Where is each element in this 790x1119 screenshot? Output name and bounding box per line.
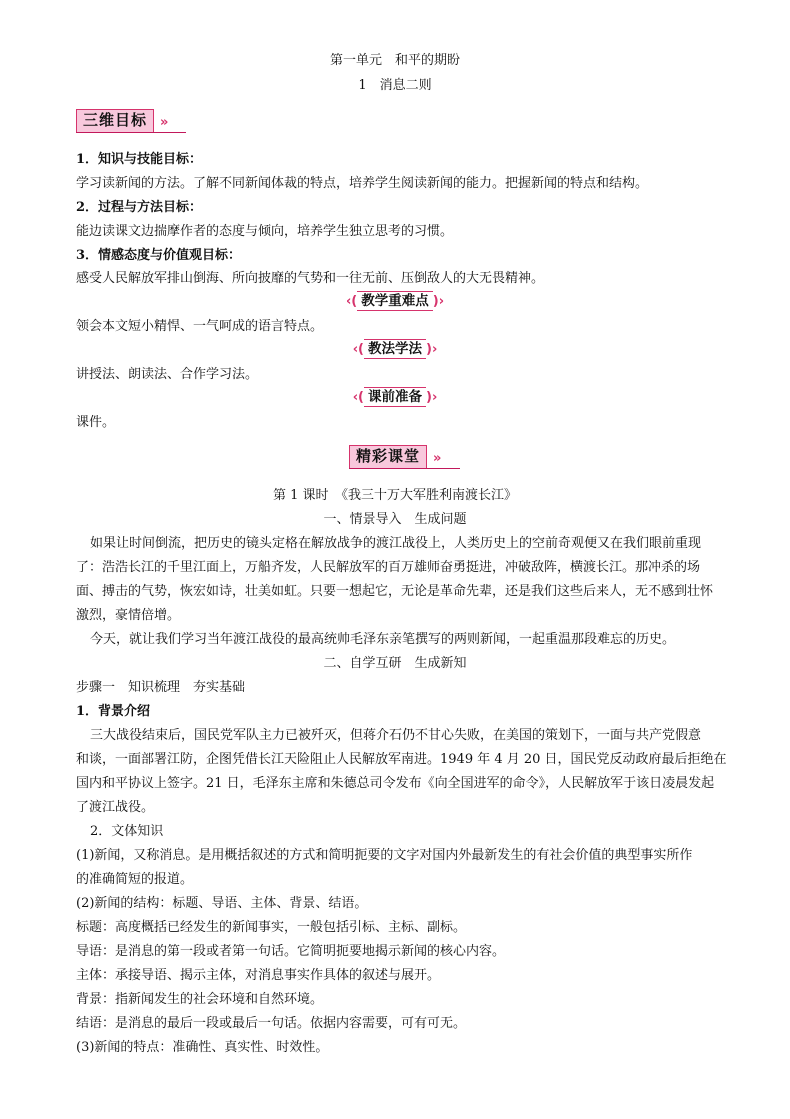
- step1-heading: 步骤一 知识梳理 夯实基础: [76, 680, 246, 695]
- swirl-right-icon: )›: [426, 341, 438, 357]
- structure-body: 主体：承接导语、揭示主体，对消息事实作具体的叙述与展开。: [76, 968, 441, 983]
- swirl-left-icon: ‹(: [345, 293, 358, 309]
- swirl-left-icon: ‹(: [352, 341, 364, 357]
- part1-heading: 一、情景导入 生成问题: [323, 512, 467, 527]
- unit-title: 第一单元 和平的期盼: [329, 53, 460, 68]
- section-header-key-points: [320, 290, 470, 312]
- preparation-text: 课件。: [76, 415, 116, 430]
- genre-p3: (3)新闻的特点：准确性、真实性、时效性。: [76, 1040, 329, 1055]
- structure-ending: 结语：是消息的最后一段或最后一句话。依据内容需要，可有可无。: [76, 1016, 467, 1031]
- objective-2-text: 能边读课文边揣摩作者的态度与倾向，培养学生独立思考的习惯。: [76, 224, 454, 239]
- section-title: 教法学法: [364, 339, 426, 359]
- intro-p2: 今天，就让我们学习当年渡江战役的最高统帅毛泽东亲笔撰写的两则新闻，一起重温那段难忘的历史。: [90, 632, 676, 647]
- section-title: 精彩课堂: [349, 445, 427, 468]
- lesson-heading: 第 1 课时 《我三十万大军胜利南渡长江》: [272, 488, 518, 503]
- swirl-right-icon: )›: [426, 389, 438, 405]
- intro-p1-line-3: 面、搏击的气势，恢宏如诗，壮美如虹。只要一想起它，无论是革命先辈，还是我们这些后来人，无不感到壮怀: [76, 584, 714, 599]
- objective-3-heading: 3．情感态度与价值观目标：: [76, 248, 242, 263]
- intro-p1-line-4: 激烈，豪情倍增。: [76, 608, 181, 623]
- section-header-objectives: [76, 108, 186, 133]
- intro-p1-line-1: 如果让时间倒流，把历史的镜头定格在解放战争的渡江战役上，人类历史上的空前奇观便又在我们眼前重现: [90, 536, 702, 551]
- background-line-1: 三大战役结束后，国民党军队主力已被歼灭，但蒋介石仍不甘心失败，在美国的策划下，一面与共产党假意: [90, 728, 702, 743]
- lesson-title: 1 消息二则: [358, 78, 432, 93]
- objective-2-heading: 2．过程与方法目标：: [76, 200, 203, 215]
- objective-3-text: 感受人民解放军排山倒海、所向披靡的气势和一往无前、压倒敌人的大无畏精神。: [76, 271, 545, 286]
- genre-p1-line-2: 的准确简短的报道。: [76, 872, 194, 887]
- genre-p2: (2)新闻的结构：标题、导语、主体、背景、结语。: [76, 896, 368, 911]
- background-heading: 1．背景介绍: [76, 704, 151, 719]
- structure-lead: 导语：是消息的第一段或者第一句话。它简明扼要地揭示新闻的核心内容。: [76, 944, 506, 959]
- background-line-3: 国内和平协议上签字。21 日，毛泽东主席和朱德总司令发布《向全国进军的命令》，人民解放军于该日凌晨发起: [76, 776, 715, 791]
- genre-heading: 2．文体知识: [90, 824, 164, 839]
- structure-title: 标题：高度概括已经发生的新闻事实，一般包括引标、主标、副标。: [76, 920, 467, 935]
- section-title: 教学重难点: [357, 291, 433, 311]
- genre-p1-line-1: (1)新闻，又称消息。是用概括叙述的方式和简明扼要的文字对国内外最新发生的有社会价值的典型事实所作: [76, 848, 693, 863]
- section-header-preparation: [320, 386, 470, 408]
- part2-heading: 二、自学互研 生成新知: [323, 656, 467, 671]
- double-arrow-icon: »: [433, 451, 442, 466]
- background-line-2: 和谈，一面部署江防，企图凭借长江天险阻止人民解放军南进。1949 年 4 月 20 日，国民党反动政府最后拒绝在: [76, 752, 727, 767]
- objective-1-text: 学习读新闻的方法。了解不同新闻体裁的特点，培养学生阅读新闻的能力。把握新闻的特点和结构。: [76, 176, 649, 191]
- intro-p1-line-2: 了：浩浩长江的千里江面上，万船齐发，人民解放军的百万雄师奋勇挺进，冲破敌阵，横渡长江。那冲杀的场: [76, 560, 701, 575]
- section-title: 课前准备: [364, 387, 426, 407]
- background-line-4: 了渡江战役。: [76, 800, 155, 815]
- swirl-left-icon: ‹(: [352, 389, 364, 405]
- section-title: 三维目标: [76, 109, 154, 132]
- key-points-text: 领会本文短小精悍、一气呵成的语言特点。: [76, 319, 324, 334]
- section-header-classroom: [349, 444, 460, 469]
- swirl-right-icon: )›: [432, 293, 445, 309]
- section-header-methods: [320, 338, 470, 360]
- double-arrow-icon: »: [160, 115, 169, 130]
- objective-1-heading: 1．知识与技能目标：: [76, 152, 203, 167]
- structure-background: 背景：指新闻发生的社会环境和自然环境。: [76, 992, 324, 1007]
- methods-text: 讲授法、朗读法、合作学习法。: [76, 367, 259, 382]
